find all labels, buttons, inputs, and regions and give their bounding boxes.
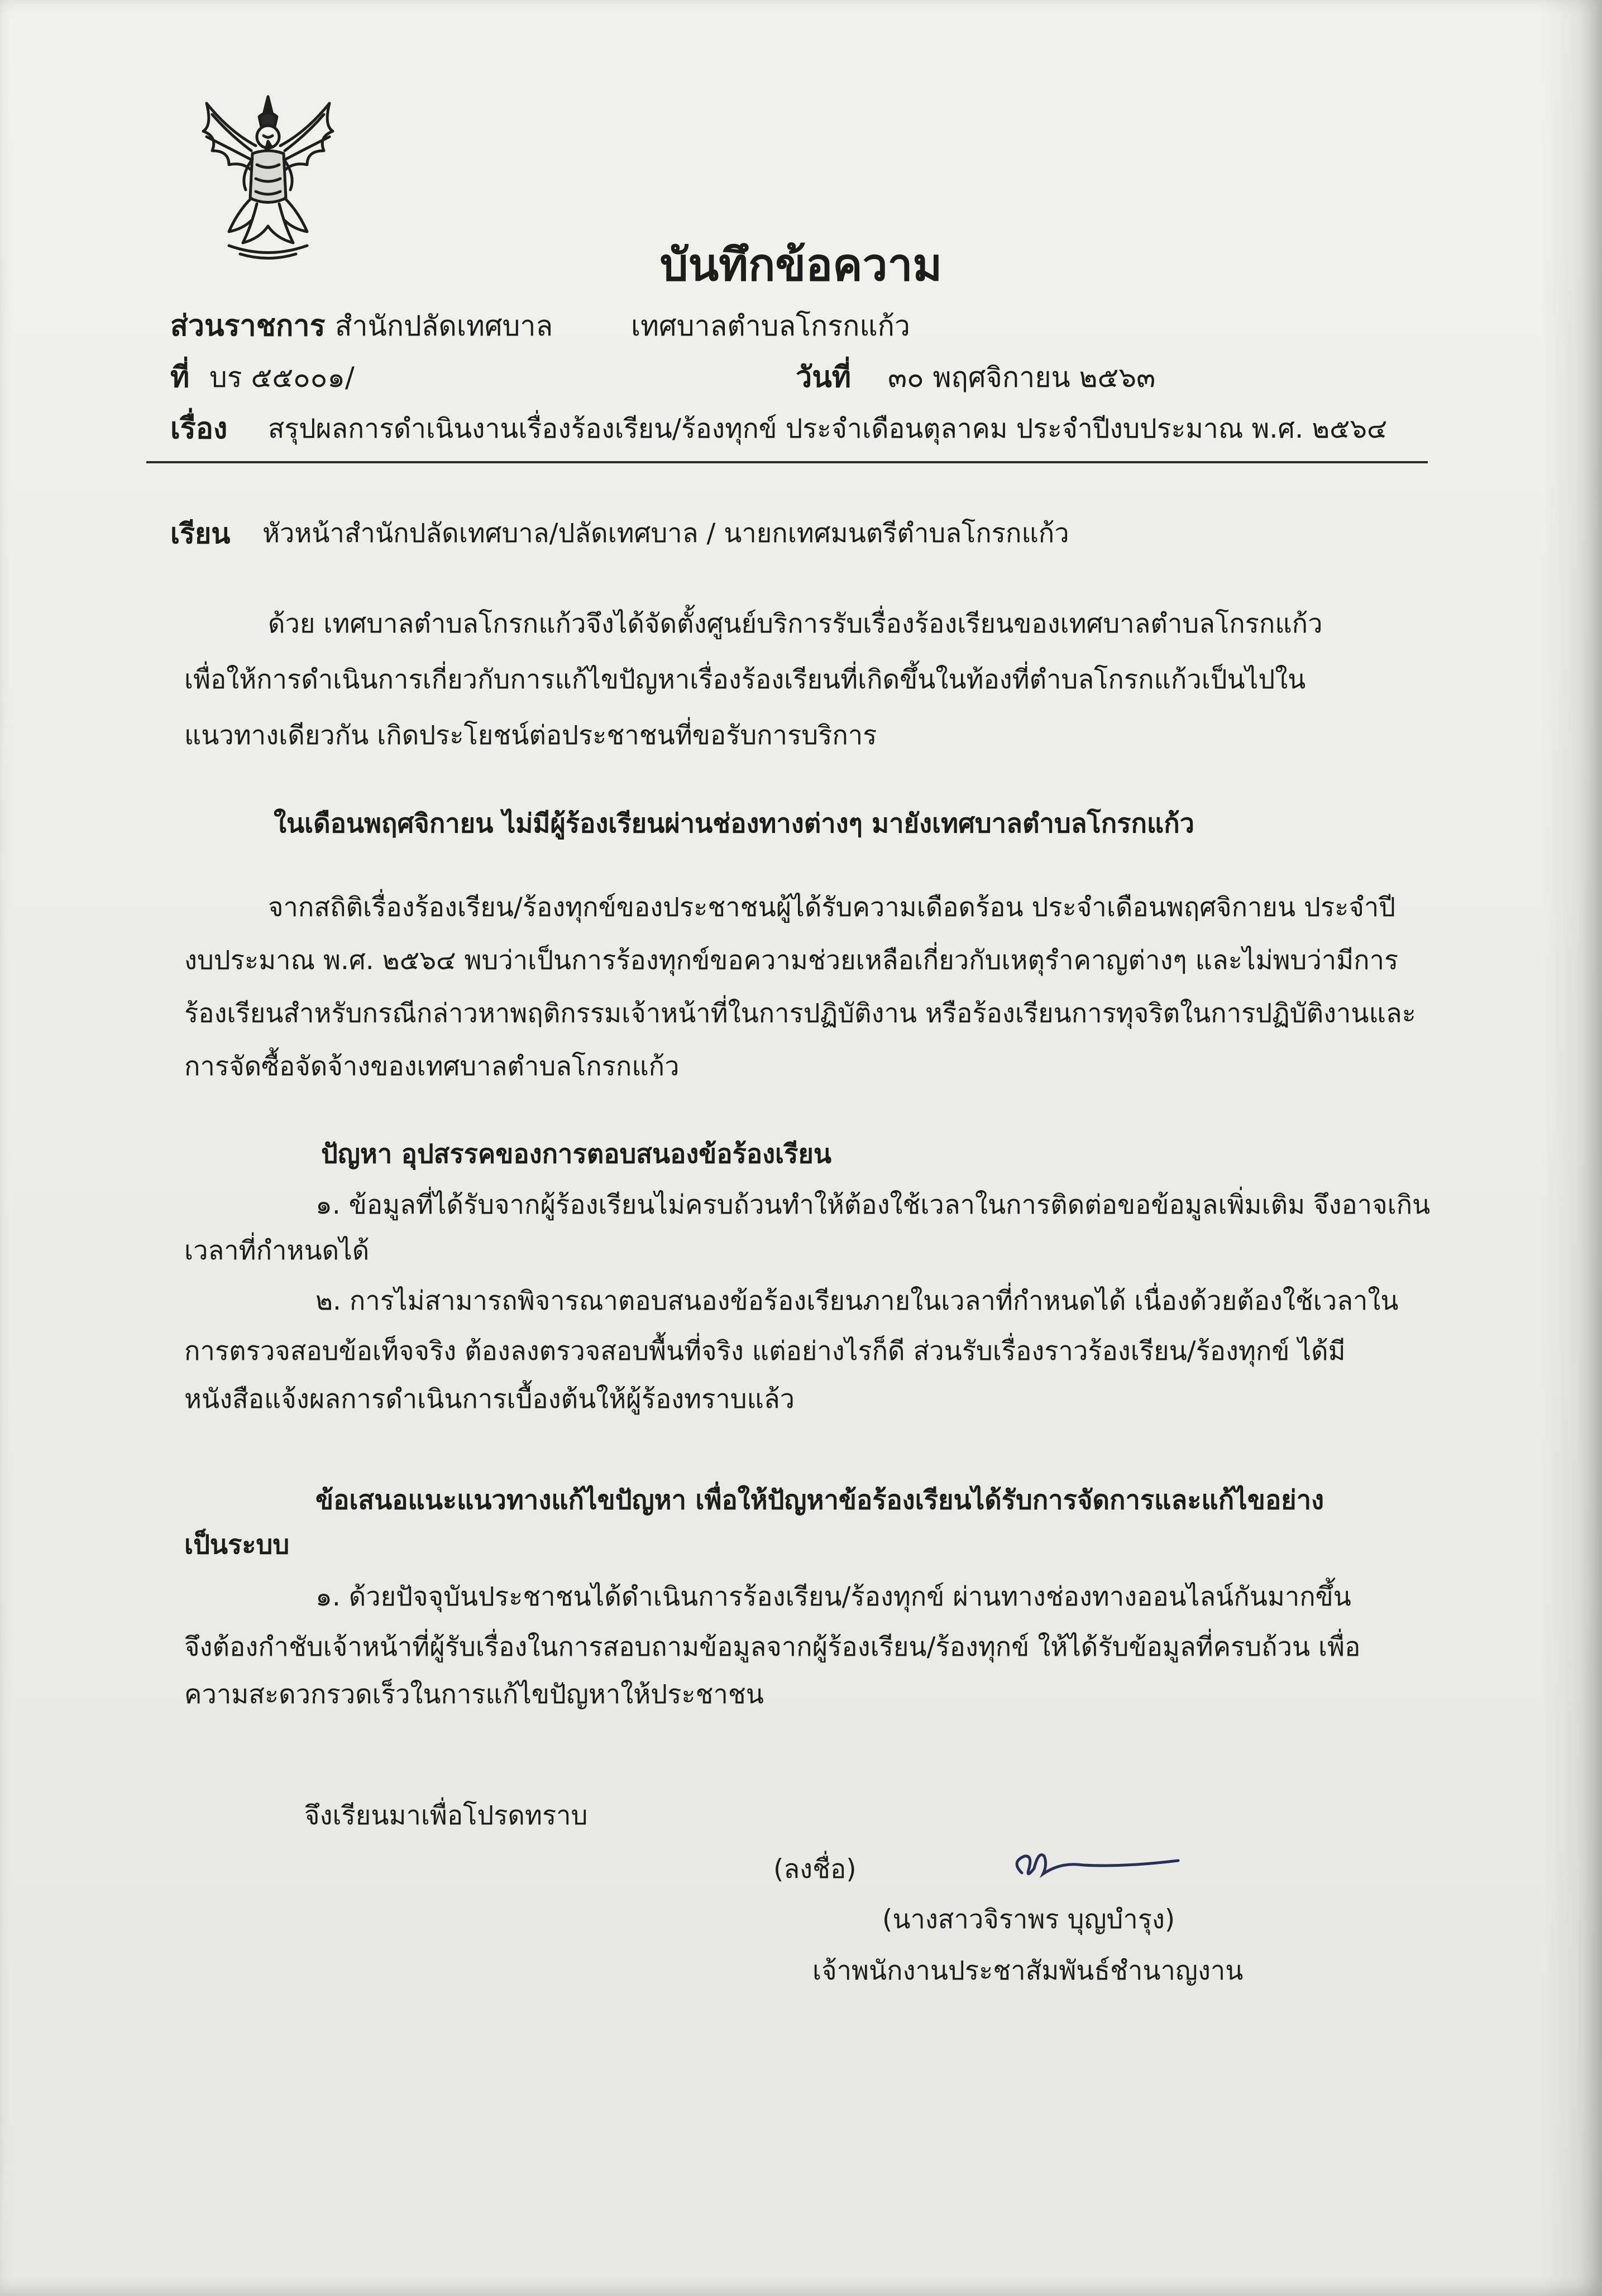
to-label: เรียน — [170, 517, 231, 550]
ref-label: ที่ — [170, 361, 190, 394]
month-heading: ในเดือนพฤศจิกายน ไม่มีผู้ร้องเรียนผ่านช่องทางต่างๆ มายังเทศบาลตำบลโกรกแก้ว — [274, 808, 1195, 839]
agency-org: เทศบาลตำบลโกรกแก้ว — [631, 310, 910, 342]
suggest-line: จึงต้องกำชับเจ้าหน้าที่ผู้รับเรื่องในการสอบถามข้อมูลจากผู้ร้องเรียน/ร้องทุกข์ ให้ได้รับข้อมูลที่ครบถ้วน เพื่อ — [184, 1632, 1361, 1662]
stats-line: การจัดซื้อจัดจ้างของเทศบาลตำบลโกรกแก้ว — [184, 1051, 680, 1082]
paper-edge-shadow — [1541, 0, 1602, 2296]
problem-line: เวลาที่กำหนดได้ — [184, 1235, 370, 1266]
ref-value: บร ๕๕๐๐๑/ — [209, 361, 355, 394]
memo-title: บันทึกข้อความ — [659, 239, 943, 291]
problem-line: ๒. การไม่สามารถพิจารณาตอบสนองข้อร้องเรียนภายในเวลาที่กำหนดได้ เนื่องด้วยต้องใช้เวลาใน — [315, 1286, 1399, 1316]
stats-line: ร้องเรียนสำหรับกรณีกล่าวหาพฤติกรรมเจ้าหน้าที่ในการปฏิบัติงาน หรือร้องเรียนการทุจริตในการปฏิบัติงานและ — [184, 998, 1416, 1029]
suggest-line: ความสะดวกรวดเร็วในการแก้ไขปัญหาให้ประชาชน — [184, 1679, 764, 1710]
closing-text: จึงเรียนมาเพื่อโปรดทราบ — [304, 1800, 588, 1831]
date-label: วันที่ — [796, 361, 852, 394]
problem-line: หนังสือแจ้งผลการดำเนินการเบื้องต้นให้ผู้ร้องทราบแล้ว — [184, 1384, 795, 1415]
problem-line: ๑. ข้อมูลที่ได้รับจากผู้ร้องเรียนไม่ครบถ้วนทำให้ต้องใช้เวลาในการติดต่อขอข้อมูลเพิ่มเติม จึงอาจเกิน — [315, 1190, 1431, 1220]
subject-value: สรุปผลการดำเนินงานเรื่องร้องเรียน/ร้องทุกข์ ประจำเดือนตุลาคม ประจำปีงบประมาณ พ.ศ. ๒๕๖๔ — [268, 413, 1388, 444]
date-value: ๓๐ พฤศจิกายน ๒๕๖๓ — [888, 361, 1156, 394]
suggest-heading: ข้อเสนอแนะแนวทางแก้ไขปัญหา เพื่อให้ปัญหาข้อร้องเรียนได้รับการจัดการและแก้ไขอย่าง — [315, 1485, 1324, 1516]
intro-line: ด้วย เทศบาลตำบลโกรกแก้วจึงได้จัดตั้งศูนย์บริการรับเรื่องร้องเรียนของเทศบาลตำบลโกรกแก้ว — [268, 608, 1323, 639]
problem-line: การตรวจสอบข้อเท็จจริง ต้องลงตรวจสอบพื้นที่จริง แต่อย่างไรก็ดี ส่วนรับเรื่องราวร้องเรียน/ร้องทุกข์ ได้มี — [184, 1336, 1346, 1367]
sign-label: (ลงชื่อ) — [773, 1854, 857, 1885]
stats-line: จากสถิติเรื่องร้องเรียน/ร้องทุกข์ของประชาชนผู้ได้รับความเดือดร้อน ประจำเดือนพฤศจิกายน ประจำปี — [268, 892, 1396, 923]
agency-dept: สำนักปลัดเทศบาล — [335, 310, 553, 342]
agency-label: ส่วนราชการ — [170, 309, 326, 343]
intro-line: เพื่อให้การดำเนินการเกี่ยวกับการแก้ไขปัญหาเรื่องร้องเรียนที่เกิดขึ้นในท้องที่ตำบลโกรกแก้วเป็นไปใน — [184, 664, 1306, 695]
signature-mark — [1000, 1839, 1184, 1892]
suggest-heading: เป็นระบบ — [184, 1530, 290, 1560]
intro-line: แนวทางเดียวกัน เกิดประโยชน์ต่อประชาชนที่ขอรับการบริการ — [184, 720, 877, 751]
problems-heading: ปัญหา อุปสรรคของการตอบสนองข้อร้องเรียน — [321, 1139, 832, 1169]
signer-position: เจ้าพนักงานประชาสัมพันธ์ชำนาญงาน — [812, 1955, 1244, 1986]
stats-line: งบประมาณ พ.ศ. ๒๕๖๔ พบว่าเป็นการร้องทุกข์ขอความช่วยเหลือเกี่ยวกับเหตุรำคาญต่างๆ และไม่พบว่ามีการ — [184, 945, 1399, 976]
signer-name: (นางสาวจิราพร บุญบำรุง) — [882, 1904, 1175, 1935]
subject-label: เรื่อง — [170, 412, 228, 445]
to-value: หัวหน้าสำนักปลัดเทศบาล/ปลัดเทศบาล / นายกเทศมนตรีตำบลโกรกแก้ว — [262, 518, 1069, 549]
suggest-line: ๑. ด้วยปัจจุบันประชาชนได้ดำเนินการร้องเรียน/ร้องทุกข์ ผ่านทางช่องทางออนไลน์กันมากขึ้น — [315, 1581, 1351, 1612]
header-divider — [146, 461, 1428, 463]
